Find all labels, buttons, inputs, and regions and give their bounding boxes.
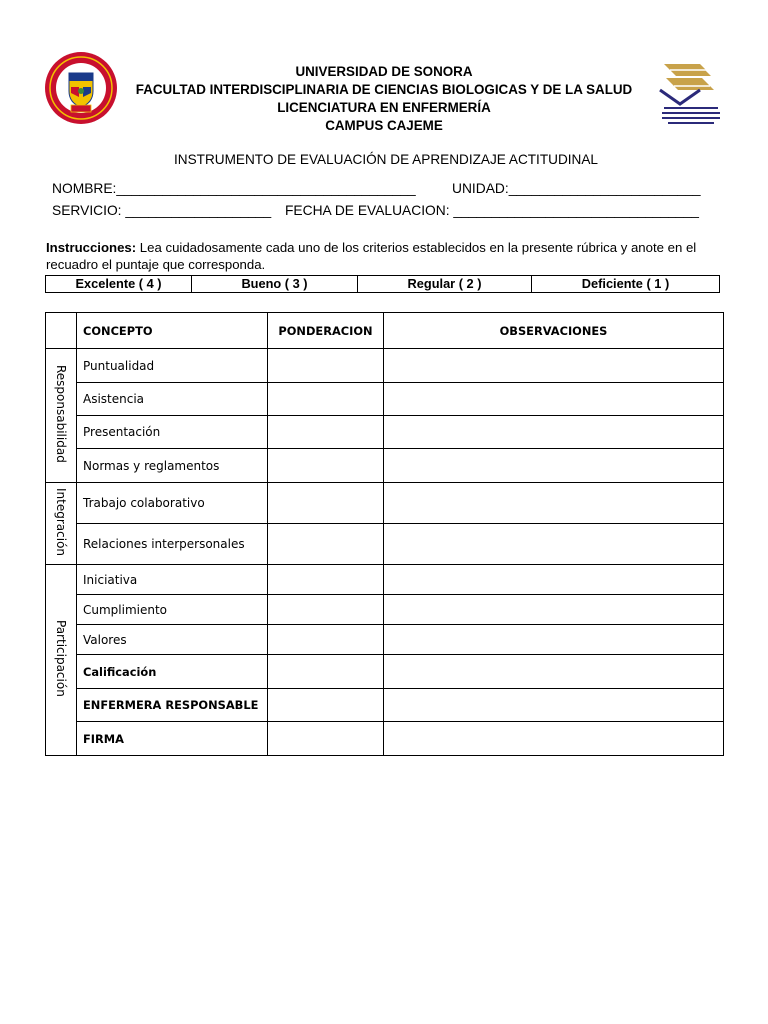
observaciones-cell[interactable] <box>384 483 724 524</box>
header-concepto: CONCEPTO <box>77 313 268 349</box>
concept-cell: Trabajo colaborativo <box>77 483 268 524</box>
group-label: Responsabilidad <box>54 365 68 463</box>
ponderacion-cell[interactable] <box>268 565 384 595</box>
observaciones-cell[interactable] <box>384 416 724 449</box>
observaciones-cell[interactable] <box>384 722 724 756</box>
table-row <box>46 689 724 722</box>
group-label: Integración <box>54 487 68 556</box>
concept-cell: Normas y reglamentos <box>77 449 268 483</box>
table-header-row <box>46 313 724 349</box>
ponderacion-cell[interactable] <box>268 655 384 689</box>
observaciones-cell[interactable] <box>384 383 724 416</box>
table-row <box>46 524 724 565</box>
scale-regular: Regular ( 2 ) <box>358 276 532 293</box>
scale-bueno: Bueno ( 3 ) <box>192 276 358 293</box>
table-row <box>46 416 724 449</box>
concept-cell: Presentación <box>77 416 268 449</box>
ponderacion-cell[interactable] <box>268 689 384 722</box>
concept-cell: Asistencia <box>77 383 268 416</box>
observaciones-cell[interactable] <box>384 524 724 565</box>
instructions <box>46 239 722 273</box>
evaluation-table <box>45 312 724 756</box>
ponderacion-cell[interactable] <box>268 595 384 625</box>
scale-excelente: Excelente ( 4 ) <box>46 276 192 293</box>
instructions-text: Lea cuidadosamente cada uno de los criterios establecidos en la presente rúbrica y anote en el recuadro el puntaje que corresponda. <box>46 240 697 272</box>
observaciones-cell[interactable] <box>384 449 724 483</box>
ponderacion-cell[interactable] <box>268 449 384 483</box>
concept-cell: Valores <box>77 625 268 655</box>
instructions-label: Instrucciones: <box>46 240 137 255</box>
document-title: INSTRUMENTO DE EVALUACIÓN DE APRENDIZAJE ACTITUDINAL <box>174 152 598 167</box>
group-participacion <box>46 565 77 756</box>
header-faculty: FACULTAD INTERDISCIPLINARIA DE CIENCIAS BIOLOGICAS Y DE LA SALUD <box>135 82 633 97</box>
concept-cell: ENFERMERA RESPONSABLE <box>77 689 268 722</box>
header-program: LICENCIATURA EN ENFERMERÍA <box>277 100 491 115</box>
ponderacion-cell[interactable] <box>268 483 384 524</box>
table-row <box>46 595 724 625</box>
group-integracion <box>46 483 77 565</box>
observaciones-cell[interactable] <box>384 349 724 383</box>
document-header <box>118 63 650 135</box>
table-row <box>46 655 724 689</box>
nombre-field[interactable]: NOMBRE:_______________________________________ <box>52 181 416 196</box>
concept-cell: FIRMA <box>77 722 268 756</box>
nursing-program-logo-icon <box>656 60 726 132</box>
table-row <box>46 722 724 756</box>
table-row <box>46 625 724 655</box>
table-row <box>46 483 724 524</box>
ponderacion-cell[interactable] <box>268 722 384 756</box>
header-ponderacion: PONDERACION <box>268 313 384 349</box>
concept-cell: Cumplimiento <box>77 595 268 625</box>
table-row <box>46 349 724 383</box>
table-row <box>46 565 724 595</box>
ponderacion-cell[interactable] <box>268 416 384 449</box>
unidad-field[interactable]: UNIDAD:_________________________ <box>452 181 701 196</box>
servicio-field[interactable]: SERVICIO: ___________________ <box>52 203 272 218</box>
observaciones-cell[interactable] <box>384 689 724 722</box>
group-label: Participación <box>54 620 68 697</box>
observaciones-cell[interactable] <box>384 625 724 655</box>
concept-cell: Iniciativa <box>77 565 268 595</box>
group-responsabilidad <box>46 349 77 483</box>
concept-cell: Puntualidad <box>77 349 268 383</box>
observaciones-cell[interactable] <box>384 595 724 625</box>
fecha-field[interactable]: FECHA DE EVALUACION: ________________________________ <box>285 203 699 218</box>
scale-deficiente: Deficiente ( 1 ) <box>532 276 720 293</box>
rating-scale <box>45 275 720 293</box>
table-row <box>46 449 724 483</box>
observaciones-cell[interactable] <box>384 655 724 689</box>
concept-cell: Relaciones interpersonales <box>77 524 268 565</box>
university-seal-icon <box>44 51 118 125</box>
header-campus: CAMPUS CAJEME <box>325 118 443 133</box>
table-row <box>46 383 724 416</box>
ponderacion-cell[interactable] <box>268 349 384 383</box>
ponderacion-cell[interactable] <box>268 625 384 655</box>
header-observaciones: OBSERVACIONES <box>384 313 724 349</box>
concept-cell: Calificación <box>77 655 268 689</box>
header-university: UNIVERSIDAD DE SONORA <box>295 64 473 79</box>
header-blank-cell <box>46 313 77 349</box>
observaciones-cell[interactable] <box>384 565 724 595</box>
ponderacion-cell[interactable] <box>268 383 384 416</box>
ponderacion-cell[interactable] <box>268 524 384 565</box>
